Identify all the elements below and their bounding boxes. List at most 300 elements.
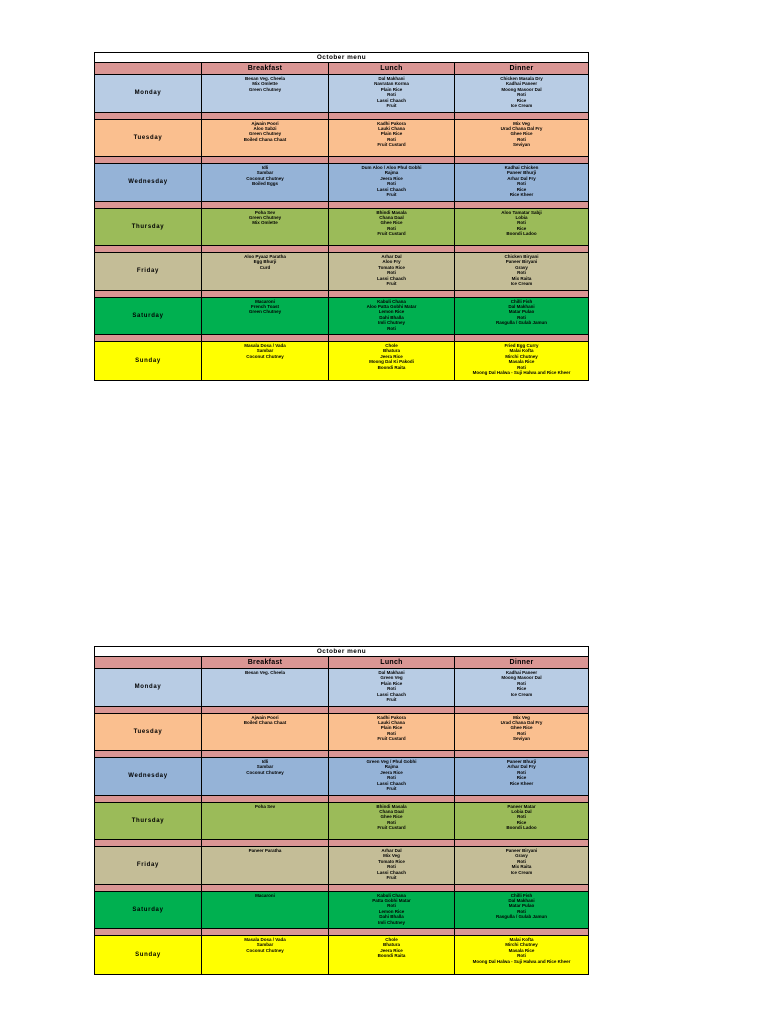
menu-item: Lassi Chaach — [376, 869, 406, 875]
separator-cell — [328, 157, 454, 163]
menu-item: Paneer Biryani — [505, 259, 538, 265]
menu-item: Urad Chana Dal Fry — [500, 719, 543, 725]
separator-cell — [201, 157, 328, 163]
menu-item: Ghee Rice — [380, 220, 403, 226]
menu-item: Ice Cream — [510, 869, 533, 875]
menu-item: Roti — [387, 325, 396, 331]
separator-cell — [95, 929, 201, 935]
row-separator — [95, 885, 588, 892]
menu-item: Paneer Bhurji — [506, 759, 537, 764]
separator-cell — [454, 751, 588, 757]
menu-item: Gravy — [515, 853, 528, 859]
menu-item: Bhindi Masala — [376, 209, 407, 215]
menu-item: Kabuli Chana — [377, 892, 406, 898]
separator-cell — [95, 840, 201, 846]
separator-cell — [201, 202, 328, 208]
menu-item: Rice — [516, 97, 527, 103]
day-row-friday — [95, 847, 588, 885]
separator-cell — [95, 335, 201, 341]
menu-item: Fruit Custard — [377, 825, 406, 831]
menu-item: Lassi Chaach — [376, 97, 406, 103]
menu-item: Mix Veg — [383, 853, 400, 859]
dinner-cell — [454, 669, 588, 706]
lunch-cell — [328, 758, 454, 795]
menu-item: Seviyan — [512, 142, 530, 148]
menu-item: Fruit Custard — [377, 736, 406, 742]
table-title: October menu — [95, 647, 588, 657]
menu-item: Roti — [517, 181, 526, 187]
separator-cell — [328, 840, 454, 846]
menu-item: Aloo Patta Gobhi Matar — [366, 303, 417, 309]
menu-item: Dahi Bhalla — [379, 314, 404, 320]
lunch-cell — [328, 342, 454, 380]
menu-item: Ice Cream — [510, 691, 533, 697]
dinner-cell — [454, 342, 588, 380]
menu-item: Masala Rice — [508, 359, 535, 365]
menu-item: Roti — [517, 769, 526, 775]
dinner-cell — [454, 847, 588, 884]
menu-item: Roti — [517, 908, 526, 914]
menu-item: Chicken Biryani — [504, 254, 539, 259]
separator-cell — [454, 157, 588, 163]
menu-item: Lemon Rice — [378, 908, 405, 914]
menu-item: Chole — [385, 937, 398, 942]
menu-item: Dal Makhani — [378, 670, 405, 675]
dinner-cell — [454, 209, 588, 246]
menu-item: Lobia Dal — [511, 808, 532, 814]
column-header-lunch: Lunch — [328, 657, 454, 668]
separator-cell — [328, 335, 454, 341]
menu-item: Poha Sev — [254, 209, 276, 215]
menu-item: Roti — [387, 270, 396, 276]
menu-item: Ghee Rice — [510, 131, 533, 137]
menu-item: Matar Pulao — [508, 903, 535, 909]
row-separator — [95, 246, 588, 253]
dinner-cell — [454, 714, 588, 751]
menu-item: Rasgulla / Gulab Jamun — [495, 320, 547, 326]
day-row-thursday — [95, 803, 588, 841]
lunch-cell — [328, 669, 454, 706]
day-row-sunday — [95, 342, 588, 380]
lunch-cell — [328, 164, 454, 201]
separator-cell — [201, 796, 328, 802]
menu-item: Boondi Raita — [377, 364, 406, 370]
menu-item: Sambar — [256, 942, 274, 948]
menu-item: Besan Veg. Cheela — [244, 670, 286, 675]
table-title: October menu — [95, 53, 588, 63]
breakfast-cell — [201, 120, 328, 157]
lunch-cell — [328, 209, 454, 246]
day-label: Monday — [134, 684, 162, 691]
menu-item: Fried Egg Curry — [504, 343, 539, 348]
menu-item: Ajwain Poori — [251, 120, 279, 126]
menu-item: Aloo Sabzi — [253, 125, 277, 131]
menu-item: Poha Sev — [254, 803, 276, 809]
lunch-cell — [328, 75, 454, 112]
menu-item: Patta Gobhi Matar — [372, 897, 411, 903]
breakfast-cell — [201, 209, 328, 246]
menu-item: Fruit — [386, 281, 397, 287]
menu-item: Urad Chana Dal Fry — [500, 125, 543, 131]
menu-item: Mirchi Chutney — [505, 353, 538, 359]
menu-item: Fruit — [386, 697, 397, 703]
menu-item: Lassi Chaach — [376, 780, 406, 786]
menu-item: Roti — [387, 686, 396, 692]
row-separator — [95, 291, 588, 298]
column-header-breakfast: Breakfast — [201, 63, 328, 74]
menu-item: Ajwain Poori — [251, 714, 279, 720]
menu-item: Besan Veg. Cheela — [244, 76, 286, 81]
menu-item: Green Chutney — [248, 214, 282, 220]
menu-item: Masala Rice — [508, 947, 535, 953]
menu-table-2 — [94, 646, 589, 975]
menu-item: Mix Veg — [513, 714, 530, 720]
day-row-thursday — [95, 209, 588, 247]
separator-cell — [201, 113, 328, 119]
menu-item: Masala Dosa / Vada — [244, 937, 286, 942]
row-separator — [95, 796, 588, 803]
breakfast-cell — [201, 714, 328, 751]
menu-item: Roti — [387, 819, 396, 825]
day-row-friday — [95, 253, 588, 291]
menu-item: Roti — [387, 730, 396, 736]
menu-item: Masala Dosa / Vada — [244, 343, 286, 348]
menu-item: Kadhai Paneer — [505, 81, 538, 87]
corner-cell — [95, 63, 201, 74]
separator-cell — [328, 291, 454, 297]
day-row-monday — [95, 75, 588, 113]
menu-item: Moong Masoor Dal — [501, 675, 542, 681]
menu-item: Mix Raita — [511, 864, 532, 870]
menu-item: Rice Kheer — [509, 780, 534, 786]
menu-item: Coconut Chutney — [246, 769, 284, 775]
menu-item: Boiled Eggs — [251, 181, 278, 187]
menu-item: Lauki Chana — [378, 719, 405, 725]
menu-item: Rice — [516, 819, 527, 825]
day-row-wednesday — [95, 164, 588, 202]
menu-item: Moong Dal Halwa - Suji Halwa and Rice Kheer — [472, 370, 571, 376]
day-label: Wednesday — [128, 773, 168, 780]
menu-item: Tomato Rice — [378, 264, 405, 270]
menu-item: Sambar — [256, 170, 274, 176]
menu-item: Dum Aloo / Aloo Phul Gobhi — [361, 165, 422, 170]
menu-item: Bhatura — [382, 348, 400, 354]
separator-cell — [95, 291, 201, 297]
menu-item: Lobia — [515, 214, 528, 220]
menu-item: Boondi Ladoo — [506, 825, 537, 831]
menu-item: Ghee Rice — [380, 814, 403, 820]
day-label: Saturday — [132, 312, 164, 319]
row-separator — [95, 840, 588, 847]
lunch-cell — [328, 120, 454, 157]
separator-cell — [95, 751, 201, 757]
menu-item: Roti — [517, 364, 526, 370]
menu-item: Dahi Bhalla — [379, 914, 404, 920]
menu-item: Moong Dal Ki Pakodi — [369, 359, 414, 365]
separator-cell — [201, 707, 328, 713]
menu-item: Green Veg / Phul Gobhi — [366, 759, 417, 764]
menu-item: Chicken Masala Dry — [500, 76, 543, 81]
row-separator — [95, 707, 588, 714]
menu-item: Roti — [517, 814, 526, 820]
menu-item: Fruit — [386, 786, 397, 792]
menu-item: Roti — [387, 92, 396, 98]
menu-item: Rice — [516, 775, 527, 781]
menu-item: Arhar Dal — [381, 848, 402, 853]
menu-item: Moong Masoor Dal — [501, 86, 542, 92]
menu-item: Arhar Dal — [381, 254, 402, 259]
menu-item: Boondi Raita — [377, 953, 406, 959]
menu-item: Fruit Custard — [377, 142, 406, 148]
lunch-cell — [328, 298, 454, 335]
dinner-cell — [454, 75, 588, 112]
menu-item: Imli Chutney — [377, 919, 405, 925]
menu-item: Dal Makhani — [508, 897, 535, 903]
menu-item: Lauki Chana — [378, 125, 405, 131]
menu-item: Mix Raita — [511, 275, 532, 281]
separator-cell — [201, 291, 328, 297]
menu-item: Roti — [517, 680, 526, 686]
menu-item: Roti — [387, 181, 396, 187]
day-label: Friday — [136, 862, 160, 869]
row-separator — [95, 929, 588, 936]
menu-item: Green Chutney — [248, 309, 282, 315]
menu-item: Aloo Fry — [382, 259, 401, 265]
lunch-cell — [328, 847, 454, 884]
menu-item: Kadhi Pakora — [377, 714, 406, 720]
row-separator — [95, 113, 588, 120]
separator-cell — [95, 885, 201, 891]
menu-item: Lemon Rice — [378, 309, 405, 315]
breakfast-cell — [201, 253, 328, 290]
menu-item: Ice Cream — [510, 281, 533, 287]
menu-item: French Toast — [251, 303, 279, 309]
menu-item: Coconut Chutney — [246, 947, 284, 953]
separator-cell — [454, 885, 588, 891]
day-label: Thursday — [131, 817, 165, 824]
separator-cell — [328, 929, 454, 935]
menu-item: Mix Omlette — [252, 220, 278, 226]
menu-item: Roti — [387, 775, 396, 781]
menu-item: Bhatura — [382, 942, 400, 948]
menu-item: Dal Makhani — [378, 76, 405, 81]
menu-item: Navratan Korma — [374, 81, 409, 87]
menu-item: Ghee Rice — [510, 725, 533, 731]
menu-item: Curd — [259, 264, 271, 270]
separator-cell — [328, 246, 454, 252]
separator-cell — [454, 796, 588, 802]
menu-item: Gravy — [515, 264, 528, 270]
menu-item: Imli Chutney — [377, 320, 405, 326]
menu-item: Idli — [261, 165, 269, 170]
day-label: Sunday — [135, 357, 161, 364]
menu-item: Paneer Bhurji — [506, 170, 537, 176]
menu-item: Chilli Fish — [510, 298, 533, 304]
separator-cell — [201, 840, 328, 846]
menu-item: Rice Kheer — [509, 192, 534, 198]
day-label: Tuesday — [133, 134, 163, 141]
menu-table-1 — [94, 52, 589, 381]
breakfast-cell — [201, 164, 328, 201]
breakfast-cell — [201, 669, 328, 706]
menu-item: Rice — [516, 225, 527, 231]
menu-item: Macaroni — [255, 298, 275, 304]
menu-item: Ice Cream — [510, 103, 533, 109]
menu-item: Kadhai Paneer — [505, 670, 538, 675]
day-row-wednesday — [95, 758, 588, 796]
menu-item: Egg Bhurji — [253, 259, 277, 265]
menu-item: Lassi Chaach — [376, 275, 406, 281]
menu-item: Green Chutney — [248, 86, 282, 92]
menu-item: Arhar Dal Fry — [507, 175, 536, 181]
separator-cell — [328, 751, 454, 757]
menu-item: Roti — [517, 953, 526, 959]
menu-item: Tomato Rice — [378, 858, 405, 864]
breakfast-cell — [201, 847, 328, 884]
menu-item: Mix Omlette — [252, 81, 278, 87]
separator-cell — [454, 291, 588, 297]
separator-cell — [454, 929, 588, 935]
dinner-cell — [454, 936, 588, 974]
separator-cell — [95, 157, 201, 163]
menu-item: Roti — [517, 270, 526, 276]
menu-item: Roti — [387, 136, 396, 142]
dinner-cell — [454, 120, 588, 157]
dinner-cell — [454, 758, 588, 795]
separator-cell — [328, 113, 454, 119]
menu-item: Rice — [516, 186, 527, 192]
separator-cell — [454, 707, 588, 713]
lunch-cell — [328, 892, 454, 929]
lunch-cell — [328, 803, 454, 840]
menu-item: Boondi Ladoo — [506, 231, 537, 237]
menu-item: Kabuli Chana — [377, 298, 406, 304]
breakfast-cell — [201, 892, 328, 929]
menu-item: Paneer Matar — [507, 803, 536, 809]
dinner-cell — [454, 892, 588, 929]
separator-cell — [201, 335, 328, 341]
menu-item: Roti — [517, 92, 526, 98]
separator-cell — [454, 840, 588, 846]
breakfast-cell — [201, 758, 328, 795]
menu-item: Malai Kofta — [509, 937, 534, 942]
day-label: Saturday — [132, 906, 164, 913]
menu-item: Kadhi Pakora — [377, 120, 406, 126]
menu-item: Sambar — [256, 348, 274, 354]
day-row-sunday — [95, 936, 588, 974]
day-row-saturday — [95, 892, 588, 930]
menu-item: Lassi Chaach — [376, 186, 406, 192]
breakfast-cell — [201, 298, 328, 335]
menu-item: Jeera Rice — [380, 353, 403, 359]
menu-item: Paneer Paratha — [248, 848, 282, 853]
menu-item: Macaroni — [255, 892, 275, 898]
menu-item: Fruit Custard — [377, 231, 406, 237]
menu-item: Boiled Chana Chaat — [243, 136, 287, 142]
menu-item: Rajma — [384, 764, 399, 770]
menu-item: Aloo Pyaaz Paratha — [244, 254, 286, 259]
row-separator — [95, 335, 588, 342]
breakfast-cell — [201, 342, 328, 380]
separator-cell — [95, 246, 201, 252]
column-header-row — [95, 63, 588, 75]
day-row-tuesday — [95, 120, 588, 158]
menu-item: Plain Rice — [380, 131, 403, 137]
column-header-row — [95, 657, 588, 669]
day-row-tuesday — [95, 714, 588, 752]
separator-cell — [454, 246, 588, 252]
column-header-dinner: Dinner — [454, 63, 588, 74]
column-header-lunch: Lunch — [328, 63, 454, 74]
dinner-cell — [454, 298, 588, 335]
separator-cell — [201, 246, 328, 252]
menu-item: Mirchi Chutney — [505, 942, 538, 948]
menu-item: Matar Pulao — [508, 309, 535, 315]
breakfast-cell — [201, 75, 328, 112]
separator-cell — [201, 929, 328, 935]
menu-item: Moong Dal Halwa - Suji Halwa and Rice Kheer — [472, 958, 571, 964]
menu-item: Jeera Rice — [380, 947, 403, 953]
separator-cell — [95, 796, 201, 802]
menu-item: Bhindi Masala — [376, 803, 407, 809]
menu-item: Green Veg — [380, 675, 403, 681]
day-label: Monday — [134, 90, 162, 97]
day-row-saturday — [95, 298, 588, 336]
menu-item: Coconut Chutney — [246, 175, 284, 181]
separator-cell — [328, 707, 454, 713]
menu-item: Chilli Fish — [510, 892, 533, 898]
separator-cell — [95, 113, 201, 119]
day-label: Tuesday — [133, 728, 163, 735]
menu-item: Chole — [385, 343, 398, 348]
menu-item: Rasgulla / Gulab Jamun — [495, 914, 547, 920]
menu-item: Roti — [387, 903, 396, 909]
menu-item: Dal Makhani — [508, 303, 535, 309]
menu-item: Fruit — [386, 103, 397, 109]
menu-item: Seviyan — [512, 736, 530, 742]
day-label: Wednesday — [128, 179, 168, 186]
separator-cell — [454, 202, 588, 208]
separator-cell — [95, 202, 201, 208]
breakfast-cell — [201, 936, 328, 974]
column-header-dinner: Dinner — [454, 657, 588, 668]
lunch-cell — [328, 253, 454, 290]
menu-item: Jeera Rice — [380, 175, 403, 181]
menu-item: Roti — [387, 864, 396, 870]
breakfast-cell — [201, 803, 328, 840]
menu-item: Plain Rice — [380, 725, 403, 731]
row-separator — [95, 157, 588, 164]
dinner-cell — [454, 803, 588, 840]
separator-cell — [328, 796, 454, 802]
menu-item: Mix Veg — [513, 120, 530, 126]
menu-item: Plain Rice — [380, 680, 403, 686]
menu-item: Fruit — [386, 192, 397, 198]
menu-item: Boiled Chana Chaat — [243, 719, 287, 725]
row-separator — [95, 202, 588, 209]
dinner-cell — [454, 253, 588, 290]
menu-item: Paneer Biryani — [505, 848, 538, 853]
menu-item: Jeera Rice — [380, 769, 403, 775]
separator-cell — [95, 707, 201, 713]
menu-item: Roti — [387, 225, 396, 231]
menu-item: Arhar Dal Fry — [507, 764, 536, 770]
menu-item: Fruit — [386, 875, 397, 881]
menu-item: Lassi Chaach — [376, 691, 406, 697]
menu-item: Malai Kofta — [509, 348, 534, 354]
menu-item: Rajma — [384, 170, 399, 176]
day-label: Thursday — [131, 223, 165, 230]
